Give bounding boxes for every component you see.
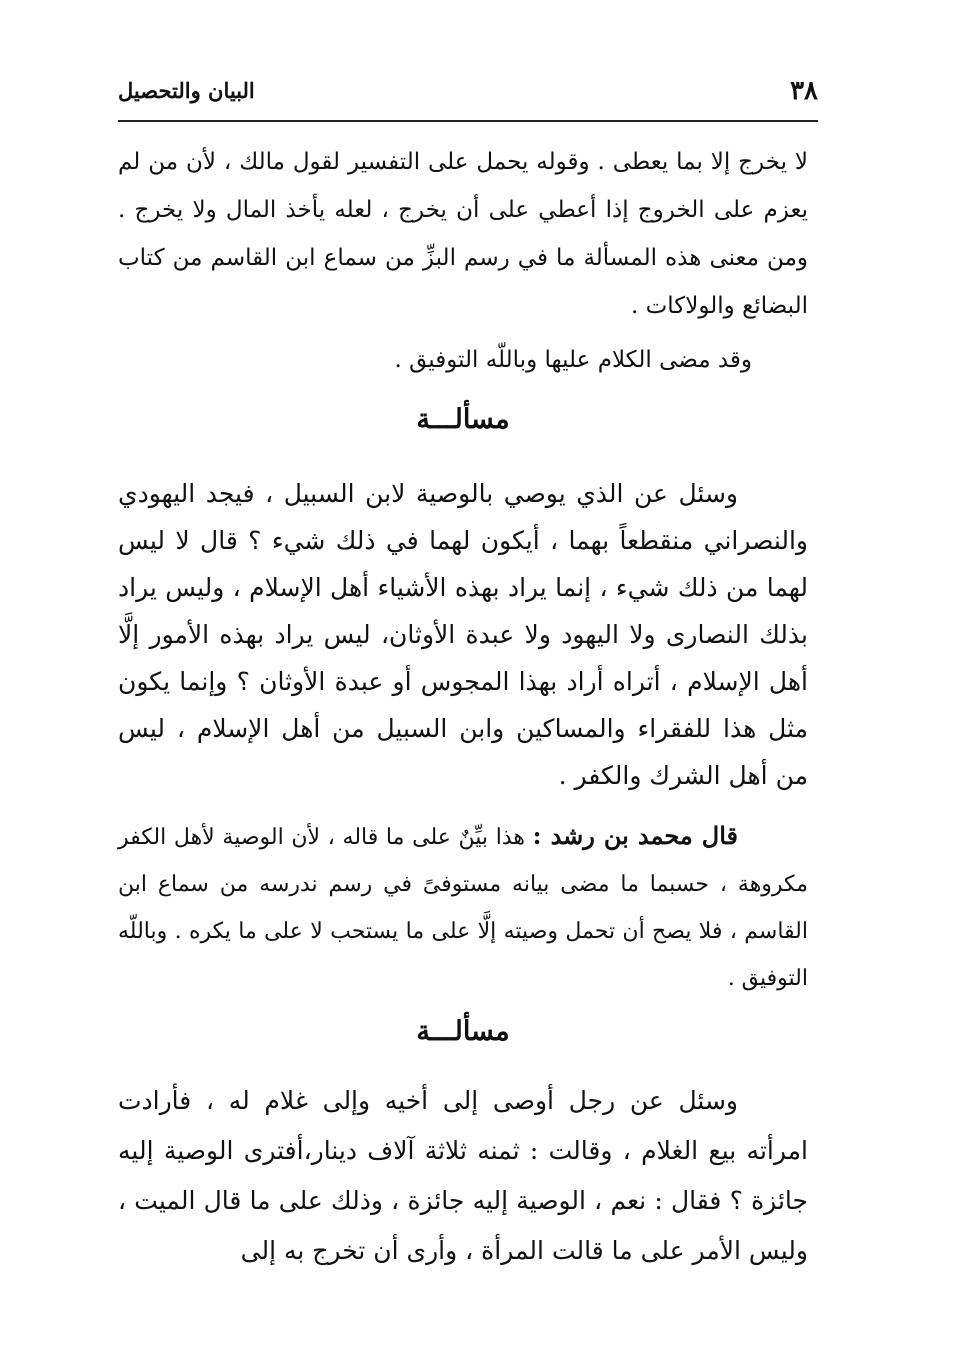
paragraph-1: لا يخرج إلا بما يعطى . وقوله يحمل على التفسير لقول مالك ، لأن من لم يعزم على الخروج إذا أعطي على أن يخرج ، لعله يأخذ المال ولا يخرج . ومن معنى هذه المسألة ما في رسم البزِّ من سماع ابن القاسم من كتاب البضائع والولاكات . bbox=[118, 149, 808, 319]
header-rule bbox=[118, 120, 818, 122]
paragraph-3: وسئل عن الذي يوصي بالوصية لابن السبيل ، فيجد اليهودي والنصراني منقطعاً بهما ، أيكون لهما في ذلك شيء ؟ قال لا ليس لهما من ذلك شيء ، إنما يراد بهذه الأشياء أهل الإسلام ، وليس يراد بذلك النصارى ولا اليهود ولا عبدة الأوثان، ليس يراد بهذه الأمور إلَّا أهل الإسلام ، أتراه أراد بهذا المجوس أو عبدة الأوثان ؟ وإنما يكون مثل هذا للفقراء والمساكين وابن السبيل من أهل الإسلام ، ليس من أهل الشرك والكفر . bbox=[118, 479, 808, 790]
paragraph-2: وقد مضى الكلام عليها وباللّه التوفيق . bbox=[394, 347, 752, 373]
page-header bbox=[118, 72, 818, 112]
paragraph-4 bbox=[118, 812, 808, 1002]
commentary-lead: قال محمد بن رشد : bbox=[532, 821, 738, 850]
running-title: البيان والتحصيل bbox=[118, 78, 255, 103]
section-heading-1: مسألـــة bbox=[416, 404, 510, 435]
paragraph-5: وسئل عن رجل أوصى إلى أخيه وإلى غلام له ، فأرادت امرأته بيع الغلام ، وقالت : ثمنه ثلاثة آلاف دينار،أفترى الوصية إليه جائزة ؟ فقال : نعم ، الوصية إليه جائزة ، وذلك على ما قال الميت ، وليس الأمر على ما قالت المرأة ، وأرى أن تخرج به إلى bbox=[118, 1086, 808, 1265]
commentary-text: هذا بيِّنٌ على ما قاله ، لأن الوصية لأهل الكفر مكروهة ، حسبما ما مضى بيانه مستوفىً في رسم ندرسه من سماع ابن القاسم ، فلا يصح أن تحمل وصيته إلَّا على ما يستحب لا على ما يكره . وباللّه التوفيق . bbox=[118, 825, 808, 991]
page-number: ٣٨ bbox=[790, 76, 818, 106]
section-heading-2: مسألـــة bbox=[416, 1016, 510, 1047]
